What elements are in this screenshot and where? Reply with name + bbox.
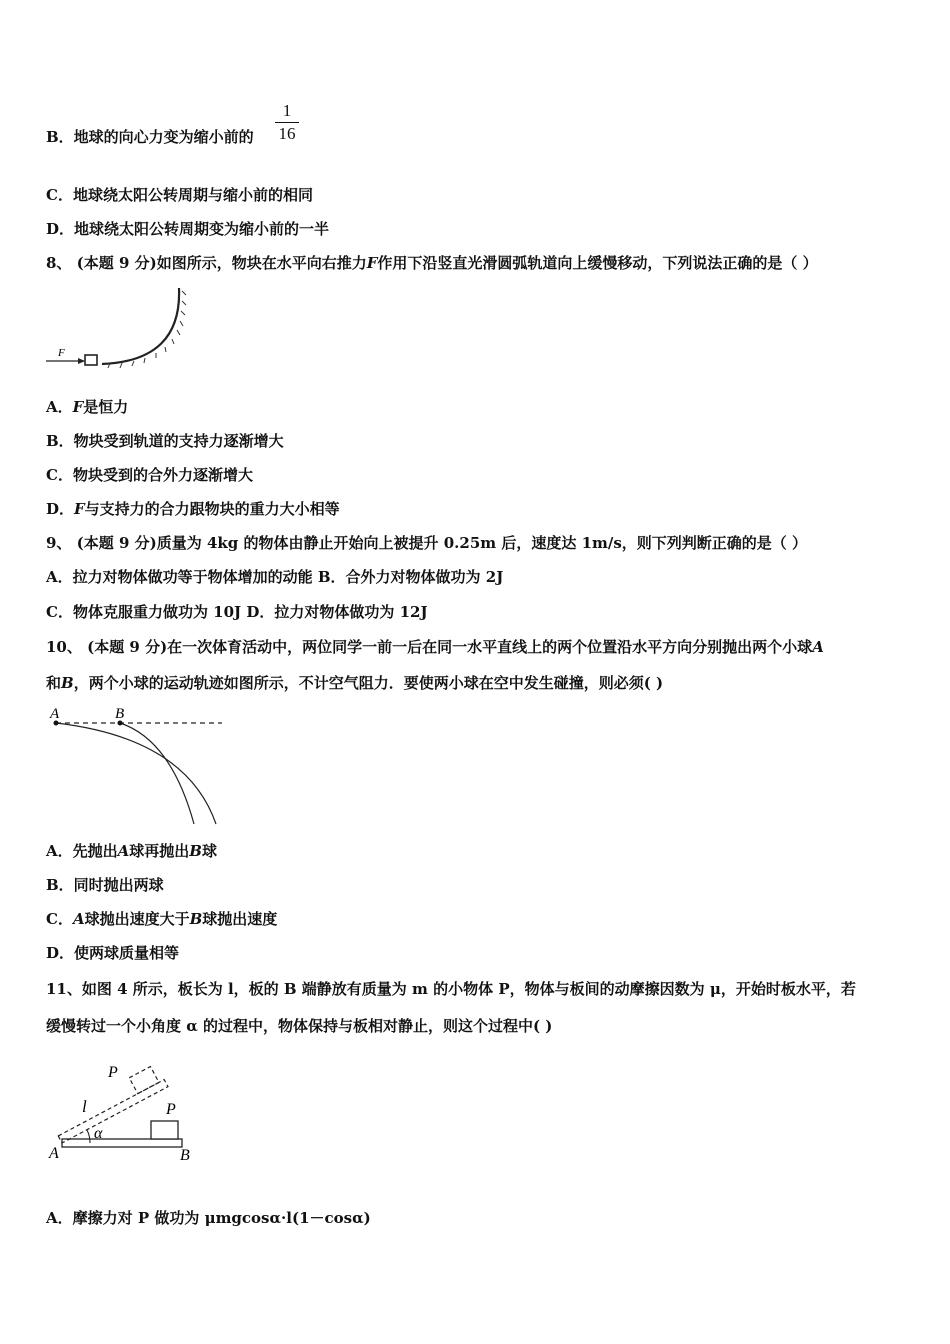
q11-stem-line1: 11、如图 4 所示，板长为 l，板的 B 端静放有质量为 m 的小物体 P，物体与板间的动摩擦因数为 μ，开始时板水平，若	[46, 980, 856, 998]
q11-stem-line2: 缓慢转过一个小角度 α 的过程中，物体保持与板相对静止，则这个过程中( )	[46, 1017, 553, 1035]
board-horizontal	[62, 1139, 182, 1147]
q7-option-d: D．地球绕太阳公转周期变为缩小前的一半	[46, 220, 330, 238]
label-a: A	[50, 706, 60, 722]
q10-stem-line1: 10、 (本题 9 分)在一次体育活动中，两位同学一前一后在同一水平直线上的两个位置沿水平方向分别抛出两个小球A	[46, 638, 824, 656]
label-l: l	[82, 1097, 87, 1116]
fraction-bar	[275, 122, 299, 123]
q8-stem: 8、 (本题 9 分)如图所示，物块在水平向右推力F作用下沿竖直光滑圆弧轨道向上缓慢移动，下列说法正确的是（ ）	[46, 254, 818, 272]
fraction-denominator: 16	[278, 124, 296, 143]
q7-option-b-fraction	[275, 101, 299, 144]
q9-options-ab: A．拉力对物体做功等于物体增加的动能 B．合外力对物体做功为 2J	[46, 568, 504, 586]
q8-option-a: A．F是恒力	[46, 398, 129, 416]
q7-option-b-text: B．地球的向心力变为缩小前的	[46, 128, 254, 146]
q10-option-a: A．先抛出A球再抛出B球	[46, 842, 217, 860]
q8-figure-arc-track	[40, 285, 200, 377]
q10-stem-line2: 和B，两个小球的运动轨迹如图所示，不计空气阻力．要使两小球在空中发生碰撞，则必须( )	[46, 674, 664, 692]
label-b: B	[115, 706, 125, 722]
trajectory-b	[120, 723, 194, 824]
label-a: A	[49, 1145, 59, 1162]
q11-figure-inclined-board	[44, 1050, 204, 1170]
label-alpha: α	[94, 1125, 103, 1142]
q10-option-c: C．A球抛出速度大于B球抛出速度	[46, 910, 278, 928]
q8-option-b: B．物块受到轨道的支持力逐渐增大	[46, 432, 284, 450]
q10-option-d: D．使两球质量相等	[46, 944, 180, 962]
q7-option-c: C．地球绕太阳公转周期与缩小前的相同	[46, 186, 313, 204]
q11-option-a: A．摩擦力对 P 做功为 μmgcosα·l(1－cosα)	[46, 1209, 371, 1227]
label-p: P	[166, 1101, 176, 1118]
q10-option-b: B．同时抛出两球	[46, 876, 164, 894]
q9-options-cd: C．物体克服重力做功为 10J D．拉力对物体做功为 12J	[46, 603, 428, 621]
force-arrowhead	[78, 358, 85, 364]
q7-option-b	[46, 127, 254, 147]
trajectory-a	[56, 723, 216, 824]
label-p-tilted: P	[108, 1064, 118, 1081]
arc-track	[102, 288, 179, 364]
q8-option-d: D．F与支持力的合力跟物块的重力大小相等	[46, 500, 340, 518]
q10-figure-trajectories	[44, 700, 234, 828]
fraction-numerator: 1	[282, 101, 292, 120]
q8-option-c: C．物块受到的合外力逐渐增大	[46, 466, 253, 484]
block-p-tilted	[129, 1067, 159, 1094]
q9-stem: 9、 (本题 9 分)质量为 4kg 的物体由静止开始向上被提升 0.25m 后，速度达 1m/s，则下列判断正确的是（ ）	[46, 534, 808, 552]
block-p	[151, 1121, 178, 1139]
force-label-f: F	[58, 347, 65, 359]
label-b: B	[180, 1147, 190, 1164]
block	[85, 355, 97, 365]
arc-hatching	[108, 291, 186, 368]
